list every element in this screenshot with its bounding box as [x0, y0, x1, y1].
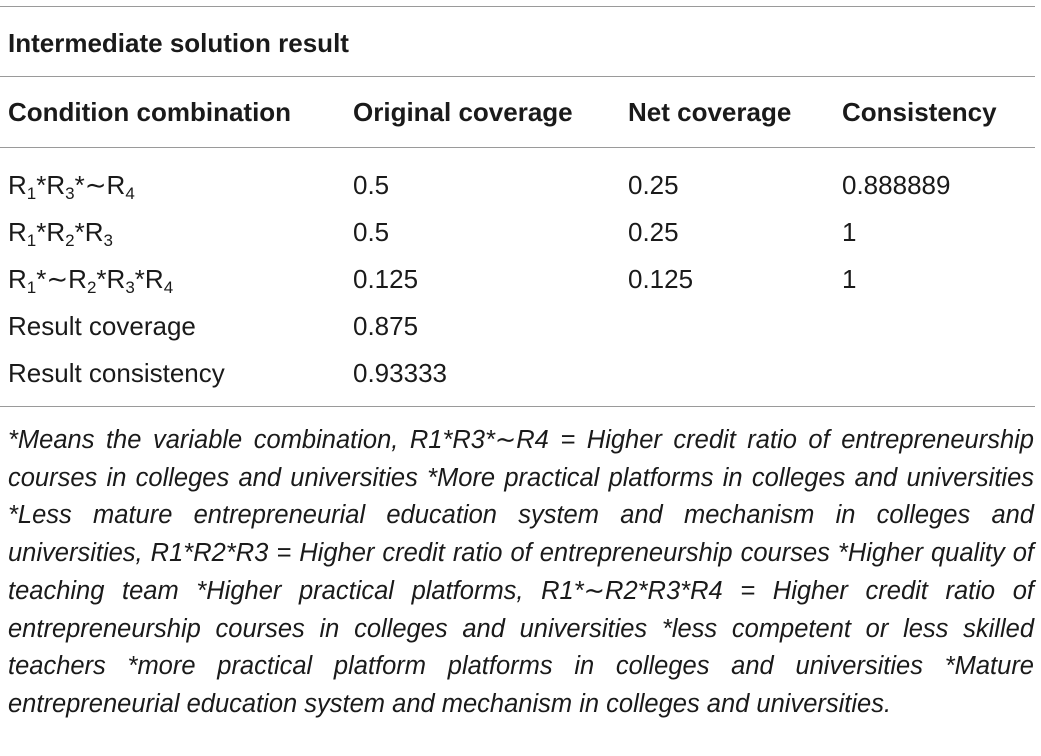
row2-consistency: 1	[842, 217, 857, 247]
result-consistency-label: Result consistency	[8, 358, 225, 388]
footer-rule	[0, 406, 1035, 407]
header-original-coverage: Original coverage	[353, 97, 573, 127]
row2-net-coverage: 0.25	[628, 217, 679, 247]
row3-combination: $R_1*\sim R_2*R_3*R_4$	[8, 264, 174, 297]
header-condition-combination: Condition combination	[8, 97, 292, 127]
row2-combination: $R_1*R_2*R_3$	[8, 217, 113, 250]
row1-combination: $R_1*R_3*\sim R_4$	[8, 170, 135, 203]
row3-net-coverage: 0.125	[628, 264, 694, 294]
row3-consistency: 1	[842, 264, 857, 294]
row3-original-coverage: 0.125	[353, 264, 419, 294]
header-consistency: Consistency	[842, 97, 997, 127]
header-net-coverage: Net coverage	[628, 97, 792, 127]
result-consistency-value: 0.93333	[353, 358, 447, 388]
result-coverage-value: 0.875	[353, 311, 419, 341]
title-rule	[0, 76, 1035, 77]
row2-original-coverage: 0.5	[353, 217, 390, 247]
result-coverage-label: Result coverage	[8, 311, 196, 341]
top-rule	[0, 6, 1035, 7]
row1-net-coverage: 0.25	[628, 170, 679, 200]
header-rule	[0, 147, 1035, 148]
row1-original-coverage: 0.5	[353, 170, 390, 200]
row1-consistency: 0.888889	[842, 170, 951, 200]
table-title: Intermediate solution result	[8, 28, 349, 58]
table-footnote: *Means the variable combination, R1*R3*∼R4 = Higher credit ratio of entrepreneurship courses in colleges and universities *More practical platforms in colleges and universities *Less mature entrepreneurial education system and mechanism in colleges and universities, R1*R2*R3 = Higher credit ratio of entrepreneurship courses *Higher quality of teaching team *Higher practical platforms, R1*∼R2*R3*R4 = Higher credit ratio of entrepreneurship courses in colleges and universities *less competent or less skilled teachers *more practical platform platforms in colleges and universities *Mature entrepreneurial education system and mechanism in colleges and universities.	[8, 426, 1034, 718]
